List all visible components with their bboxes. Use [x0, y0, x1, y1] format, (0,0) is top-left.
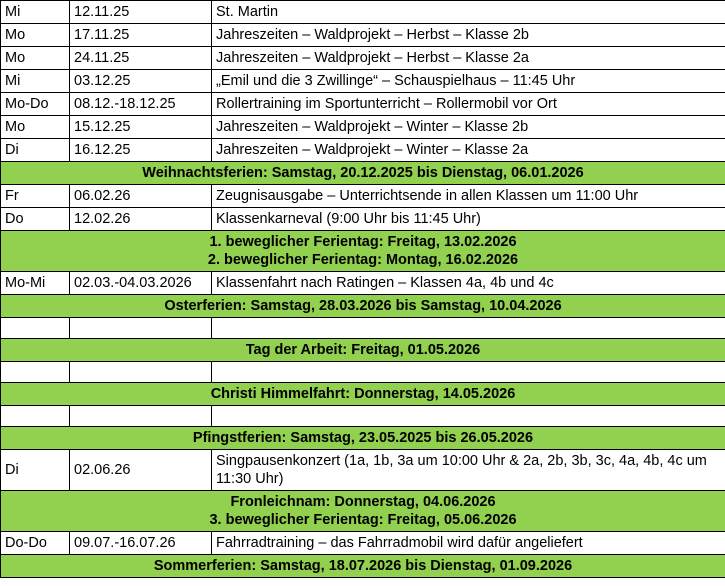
event-date: 02.03.-04.03.2026	[70, 272, 212, 295]
event-row	[1, 185, 725, 208]
event-row	[1, 116, 725, 139]
event-day: Mo	[1, 47, 70, 70]
blank-description-cell	[212, 406, 725, 427]
event-row	[1, 1, 725, 24]
holiday-cell	[1, 491, 725, 532]
event-date: 08.12.-18.12.25	[70, 93, 212, 116]
event-day: Do	[1, 208, 70, 231]
holiday-row	[1, 231, 725, 272]
event-description: Zeugnisausgabe – Unterrichtsende in allen Klassen um 11:00 Uhr	[212, 185, 725, 208]
event-row	[1, 70, 725, 93]
event-description: Jahreszeiten – Waldprojekt – Herbst – Klasse 2b	[212, 24, 725, 47]
holiday-cell	[1, 162, 725, 185]
event-date: 12.02.26	[70, 208, 212, 231]
event-row	[1, 47, 725, 70]
event-day: Di	[1, 139, 70, 162]
calendar-body	[1, 1, 725, 578]
holiday-row	[1, 339, 725, 362]
event-description: St. Martin	[212, 1, 725, 24]
event-description: Jahreszeiten – Waldprojekt – Winter – Klasse 2b	[212, 116, 725, 139]
blank-date-cell	[70, 406, 212, 427]
event-row	[1, 532, 725, 555]
event-description: Jahreszeiten – Waldprojekt – Winter – Klasse 2a	[212, 139, 725, 162]
event-date: 24.11.25	[70, 47, 212, 70]
holiday-cell	[1, 427, 725, 450]
holiday-label: 3. beweglicher Ferientag: Freitag, 05.06.2026	[209, 512, 517, 528]
event-date: 16.12.25	[70, 139, 212, 162]
holiday-cell	[1, 383, 725, 406]
holiday-label: Osterferien: Samstag, 28.03.2026 bis Samstag, 10.04.2026	[164, 298, 562, 314]
blank-description-cell	[212, 362, 725, 383]
event-description: Klassenkarneval (9:00 Uhr bis 11:45 Uhr)	[212, 208, 725, 231]
event-date: 02.06.26	[70, 450, 212, 491]
event-row	[1, 208, 725, 231]
holiday-label: 1. beweglicher Ferientag: Freitag, 13.02.2026	[209, 234, 517, 250]
event-day: Mo	[1, 116, 70, 139]
event-day: Mo-Do	[1, 93, 70, 116]
event-description: Singpausenkonzert (1a, 1b, 3a um 10:00 Uhr & 2a, 2b, 3b, 3c, 4a, 4b, 4c um 11:30 Uhr)	[212, 450, 725, 491]
holiday-label: Fronleichnam: Donnerstag, 04.06.2026	[230, 494, 496, 510]
holiday-row	[1, 555, 725, 578]
event-description: Rollertraining im Sportunterricht – Rollermobil vor Ort	[212, 93, 725, 116]
event-date: 17.11.25	[70, 24, 212, 47]
holiday-cell	[1, 231, 725, 272]
blank-row	[1, 406, 725, 427]
event-date: 03.12.25	[70, 70, 212, 93]
event-date: 15.12.25	[70, 116, 212, 139]
event-day: Fr	[1, 185, 70, 208]
blank-day-cell	[1, 362, 70, 383]
event-day: Mi	[1, 1, 70, 24]
event-date: 09.07.-16.07.26	[70, 532, 212, 555]
holiday-row	[1, 383, 725, 406]
event-row	[1, 24, 725, 47]
event-row	[1, 272, 725, 295]
event-row	[1, 450, 725, 491]
blank-row	[1, 362, 725, 383]
event-row	[1, 139, 725, 162]
holiday-row	[1, 162, 725, 185]
event-day: Mo-Mi	[1, 272, 70, 295]
blank-date-cell	[70, 318, 212, 339]
holiday-row	[1, 427, 725, 450]
event-day: Mi	[1, 70, 70, 93]
event-day: Mo	[1, 24, 70, 47]
holiday-label: Christi Himmelfahrt: Donnerstag, 14.05.2026	[210, 386, 516, 402]
holiday-label: Weihnachtsferien: Samstag, 20.12.2025 bis Dienstag, 06.01.2026	[142, 165, 584, 181]
holiday-cell	[1, 339, 725, 362]
holiday-row	[1, 491, 725, 532]
event-description: Klassenfahrt nach Ratingen – Klassen 4a, 4b und 4c	[212, 272, 725, 295]
blank-day-cell	[1, 318, 70, 339]
holiday-label: Sommerferien: Samstag, 18.07.2026 bis Dienstag, 01.09.2026	[153, 558, 573, 574]
event-description: „Emil und die 3 Zwillinge“ – Schauspielhaus – 11:45 Uhr	[212, 70, 725, 93]
event-day: Do-Do	[1, 532, 70, 555]
holiday-label: Pfingstferien: Samstag, 23.05.2025 bis 26.05.2026	[192, 430, 534, 446]
blank-day-cell	[1, 406, 70, 427]
holiday-label: 2. beweglicher Ferientag: Montag, 16.02.2026	[207, 252, 519, 268]
event-description: Fahrradtraining – das Fahrradmobil wird dafür angeliefert	[212, 532, 725, 555]
holiday-row	[1, 295, 725, 318]
holiday-cell	[1, 555, 725, 578]
event-date: 06.02.26	[70, 185, 212, 208]
holiday-label: Tag der Arbeit: Freitag, 01.05.2026	[245, 342, 481, 358]
event-description: Jahreszeiten – Waldprojekt – Herbst – Klasse 2a	[212, 47, 725, 70]
event-row	[1, 93, 725, 116]
blank-description-cell	[212, 318, 725, 339]
event-date: 12.11.25	[70, 1, 212, 24]
blank-row	[1, 318, 725, 339]
event-day: Di	[1, 450, 70, 491]
holiday-cell	[1, 295, 725, 318]
blank-date-cell	[70, 362, 212, 383]
